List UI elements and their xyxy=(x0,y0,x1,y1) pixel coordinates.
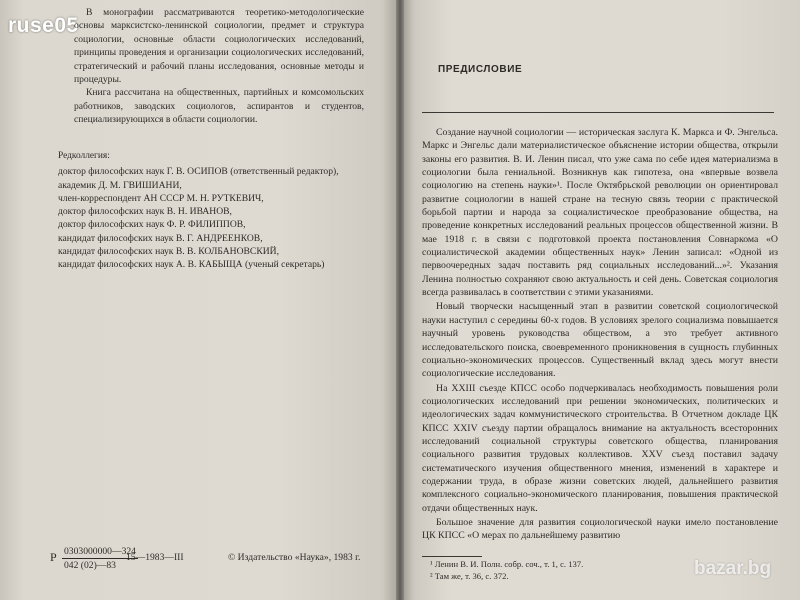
editorial-board-member: доктор философских наук Ф. Р. ФИЛИППОВ, xyxy=(58,219,246,231)
imprint-letter: Р xyxy=(50,550,57,564)
editorial-board-member: кандидат философских наук В. В. КОЛБАНОВСКИЙ, xyxy=(58,246,279,258)
annotation-block xyxy=(74,6,364,127)
footnote: ² Там же, т. 36, с. 372. xyxy=(430,571,509,581)
title-rule xyxy=(422,112,774,113)
preface-paragraph: На XXIII съезде КПСС особо подчеркивалась необходимость повышения роли социологических исследований при решении экономических, политических и идеологических задач коммунистического строительства. В Отчетном докладе ЦК КПСС XXIV съезду партии обращалось внимание на актуальность всесторонних исследований социальной структуры советского общества, планирования социального развития трудовых коллективов. XXV съезд поставил задачу систематического изучения общественного мнения, изменений в характере и содержании труда, в образе жизни советских людей, дальнейшего развития комплексного социально-экономического планирования, повышения практической отдачи общественных наук. xyxy=(422,382,778,514)
editorial-board-heading: Редколлегия: xyxy=(58,151,110,161)
footnote: ¹ Ленин В. И. Полн. собр. соч., т. 1, с. 137. xyxy=(430,559,584,569)
preface-paragraph: Большое значение для развития социологической науки имело постановление ЦК КПСС «О мерах по дальнейшему развитию xyxy=(422,516,778,542)
editorial-board xyxy=(58,150,376,272)
imprint-code-right: 15—1983—III xyxy=(126,552,184,563)
imprint-code-top: 0303000000—324 xyxy=(64,546,136,557)
editorial-board-member: академик Д. М. ГВИШИАНИ, xyxy=(58,179,182,191)
footnote-rule xyxy=(422,556,482,557)
preface-paragraph: Создание научной социологии — историческая заслуга К. Маркса и Ф. Энгельса. Маркс и Энгельс дали материалистическое объяснение истории общества, открыли законы его развития. В. И. Ленин писал, что уже сама по себе идея материализма в социологии была гениальной. Возникнув как гипотеза, она «впервые возвела социологию на степень науки»¹. После Октябрьской революции он ориентировал развитие социологии в нашей стране на тесную связь теории с практической борьбой партии и народа за социалистическое преобразование общества, на проведение конкретных исследований реальных процессов общественной жизни. В мае 1918 г. в связи с подготовкой проекта постановления Совнаркома «О социалистической академии общественных наук» Ленин записал: «Одной из первоочередных задач поставить ряд социальных исследований...»². Указания Ленина полностью сохраняют свою актуальность и сей день. Советская социология всегда развивалась в соответствии с этими указаниями. xyxy=(422,127,778,299)
site-logo: bazar.bg xyxy=(694,558,772,579)
editorial-board-member: доктор философских наук Г. В. ОСИПОВ (ответственный редактор), xyxy=(58,166,339,178)
annotation-paragraph: В монографии рассматриваются теоретико-методологические основы марксистско-ленинской социологии, предмет и структура социологии, основные области социологических исследований, принципы проведения и организации социологических исследований, стратегический и рабочий планы исследования, основные методы и процедуры. xyxy=(74,7,364,86)
watermark: ruse05 xyxy=(8,14,79,37)
editorial-board-member: кандидат философских наук А. В. КАБЫЩА (ученый секретарь) xyxy=(58,259,325,271)
preface-title: ПРЕДИСЛОВИЕ xyxy=(438,64,523,75)
imprint-code-bottom: 042 (02)—83 xyxy=(64,560,116,571)
preface-body xyxy=(422,126,778,544)
editorial-board-member: доктор философских наук В. Н. ИВАНОВ, xyxy=(58,206,232,218)
editorial-board-member: кандидат философских наук В. Г. АНДРЕЕНКОВ, xyxy=(58,232,263,244)
publisher-copyright: © Издательство «Наука», 1983 г. xyxy=(228,552,361,563)
editorial-board-member: член-корреспондент АН СССР М. Н. РУТКЕВИЧ, xyxy=(58,192,264,204)
book-gutter xyxy=(396,0,404,600)
preface-paragraph: Новый творчески насыщенный этап в развитии советской социологической науки наступил с середины 60-х годов. В условиях зрелого социализма повышается научный уровень руководства обществом, а это требует активного исследовательского поиска, своевременного проникновения в сущность глубинных социально-экономических процессов. Существенный вклад здесь могут внести социологические исследования. xyxy=(422,301,778,380)
annotation-paragraph: Книга рассчитана на общественных, партийных и комсомольских работников, заводских социологов, аспирантов и студентов, специализирующихся в области социологии. xyxy=(74,87,364,126)
